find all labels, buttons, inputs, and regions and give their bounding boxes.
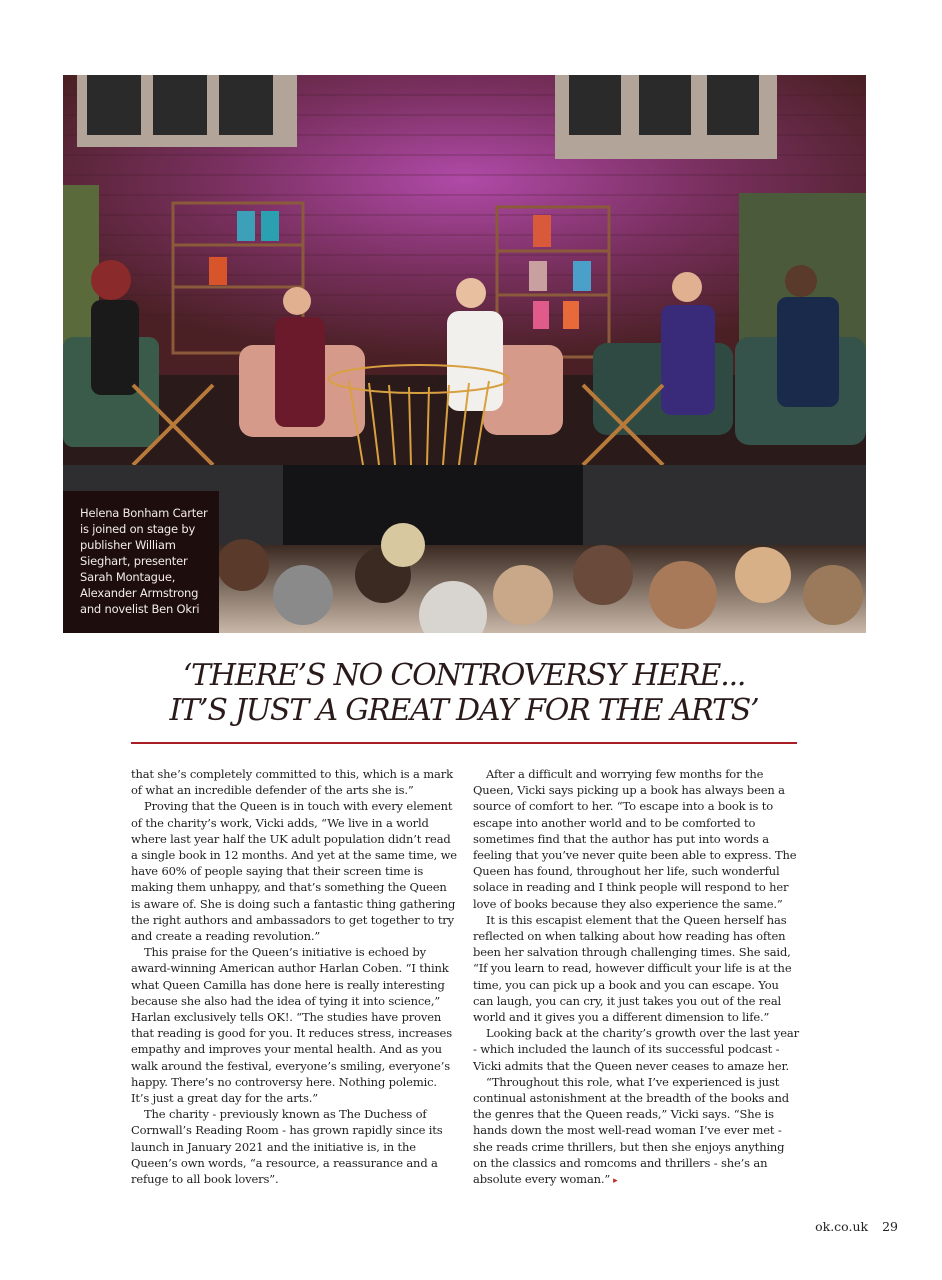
footer-site: ok.co.uk [815,1219,869,1234]
article-column-1 [131,766,457,1187]
page-number: 29 [882,1219,898,1234]
paragraph: Proving that the Queen is in touch with every element of the charity’s work, Vicki adds, “We live in a world where last year half the UK adult population didn’t read a single book in 12 months. And yet at the same time, we have 60% of people saying that their screen time is making them unhappy, and that’s something the Queen is aware of. She is doing such a fantastic thing gathering the right authors and ambassadors to get together to try and create a reading revolution.” [131,799,457,944]
headline-divider [131,742,797,744]
pull-quote-headline [131,658,797,728]
paragraph-text: “Throughout this role, what I’ve experienced is just continual astonishment at the breadth of the books and the genres that the Queen reads,” Vicki says. “She is hands down the most well-read woman I’ve ever met - she reads crime thrillers, but then she enjoys anything on the classics and romcoms and thrillers - she’s an absolute every woman.” [473,1074,789,1187]
pull-quote-line-2: IT’S JUST A GREAT DAY FOR THE ARTS’ [169,693,759,728]
paragraph: After a difficult and worrying few months for the Queen, Vicki says picking up a book has always been a source of comfort to her. “To escape into a book is to escape into another world and to be comforted to sometimes find that the author has put into words a feeling that you’ve never quite been able to express. The Queen has found, throughout her life, such wonderful solace in reading and I think people will respond to her love of books because they also experience the same.” [473,767,797,911]
photo-caption: Helena Bonham Carter is joined on stage by publisher William Sieghart, presenter Sarah Montague, Alexander Armstrong and novelist Ben Okri [63,491,219,633]
pull-quote-line-1: ‘THERE’S NO CONTROVERSY HERE... [182,658,746,693]
page-footer [815,1219,898,1234]
stage-panel-photo [63,75,866,633]
window-left [77,75,297,147]
paragraph: This praise for the Queen’s initiative is echoed by award-winning American author Harlan Coben. “I think what Queen Camilla has done here is really interesting because she also had the idea of tying it into science,” Harlan exclusively tells OK!. “The studies have proven that reading is good for you. It reduces stress, increases empathy and improves your mental health. And as you walk around the festival, everyone’s smiling, everyone’s happy. There’s no controversy here. Nothing polemic. It’s just a great day for the arts.” [131,945,452,1106]
paragraph: Looking back at the charity’s growth over the last year - which included the launch of its successful podcast - Vicki admits that the Queen never ceases to amaze her. [473,1026,799,1073]
paragraph: The charity - previously known as The Duchess of Cornwall’s Reading Room - has grown rapidly since its launch in January 2021 and the initiative is, in the Queen’s own words, “a resource, a reassurance and a refuge to all book lovers”. [131,1107,443,1187]
paragraph: that she’s completely committed to this, which is a mark of what an incredible defender of the arts she is.” [131,767,453,798]
paragraph-last [473,1074,799,1189]
paragraph: It is this escapist element that the Queen herself has reflected on when talking about how reading has often been her salvation through challenging times. She said, “If you learn to read, however difficult your life is at the time, you can pick up a book and you can escape. You can laugh, you can cry, it just takes you out of the real world and it gives you a different dimension to life.” [473,912,792,1025]
window-right [555,75,777,159]
article-column-2 [473,766,799,1189]
end-of-article-icon: ▸ [613,1176,618,1187]
